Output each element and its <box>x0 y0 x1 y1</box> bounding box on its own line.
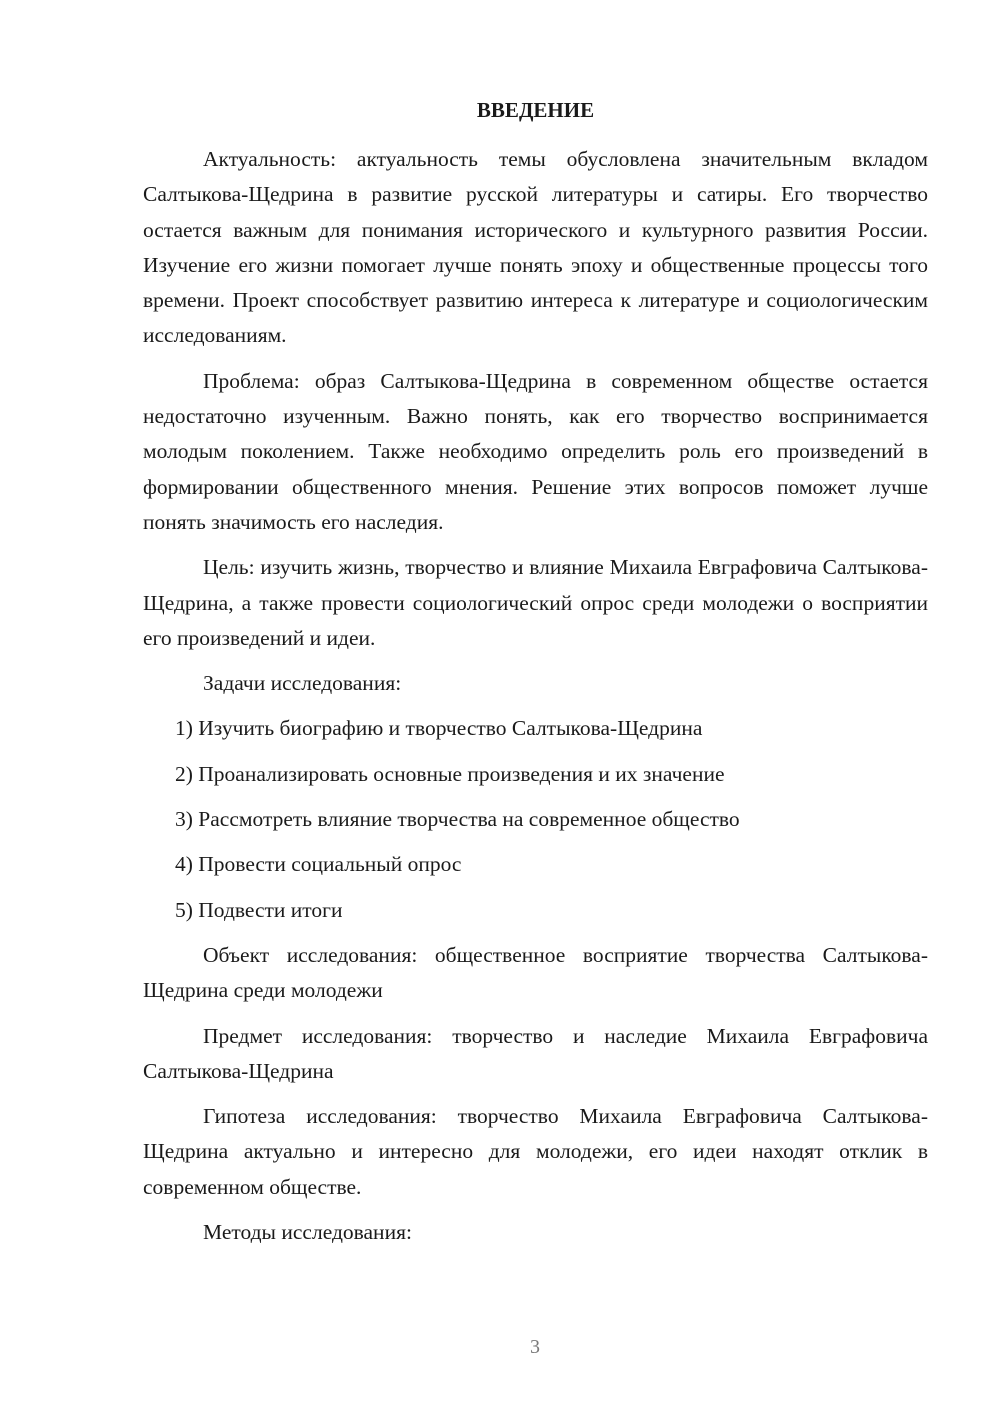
page-title: ВВЕДЕНИЕ <box>476 98 595 122</box>
subject-paragraph: Предмет исследования: творчество и наследие Михаила Евграфовича Салтыкова-Щедрина <box>143 1023 928 1083</box>
tasks-list <box>143 711 928 927</box>
task-item-2: 2) Проанализировать основные произведения и их значение <box>175 761 725 786</box>
tasks-label: Задачи исследования: <box>203 671 402 696</box>
task-item-5: 5) Подвести итоги <box>175 897 343 922</box>
goal-paragraph: Цель: изучить жизнь, творчество и влияние Михаила Евграфовича Салтыкова-Щедрина, а также провести социологический опрос среди молодежи о восприятии его произведений и идеи. <box>143 555 928 650</box>
methods-label: Методы исследования: <box>203 1220 412 1245</box>
page-content <box>143 95 928 1260</box>
task-item-1: 1) Изучить биографию и творчество Салтыкова-Щедрина <box>175 716 703 741</box>
page-number: 3 <box>530 1336 540 1358</box>
relevance-paragraph: Актуальность: актуальность темы обусловлена значительным вкладом Салтыкова-Щедрина в развитие русской литературы и сатиры. Его творчество остается важным для понимания исторического и культурного развития России. Изучение его жизни помогает лучше понять эпоху и общественные процессы того времени. Проект способствует развитию интереса к литературе и социологическим исследованиям. <box>143 147 928 348</box>
hypothesis-paragraph: Гипотеза исследования: творчество Михаила Евграфовича Салтыкова-Щедрина актуально и интересно для молодежи, его идеи находят отклик в современном обществе. <box>143 1104 928 1199</box>
task-item-4: 4) Провести социальный опрос <box>175 852 462 877</box>
task-item-3: 3) Рассмотреть влияние творчества на современное общество <box>175 807 740 832</box>
object-paragraph: Объект исследования: общественное восприятие творчества Салтыкова-Щедрина среди молодежи <box>143 942 928 1003</box>
problem-paragraph: Проблема: образ Салтыкова-Щедрина в современном обществе остается недостаточно изученным. Важно понять, как его творчество воспринимается молодым поколением. Также необходимо определить роль его произведений в формировании общественного мнения. Решение этих вопросов поможет лучше понять значимость его наследия. <box>143 368 928 534</box>
